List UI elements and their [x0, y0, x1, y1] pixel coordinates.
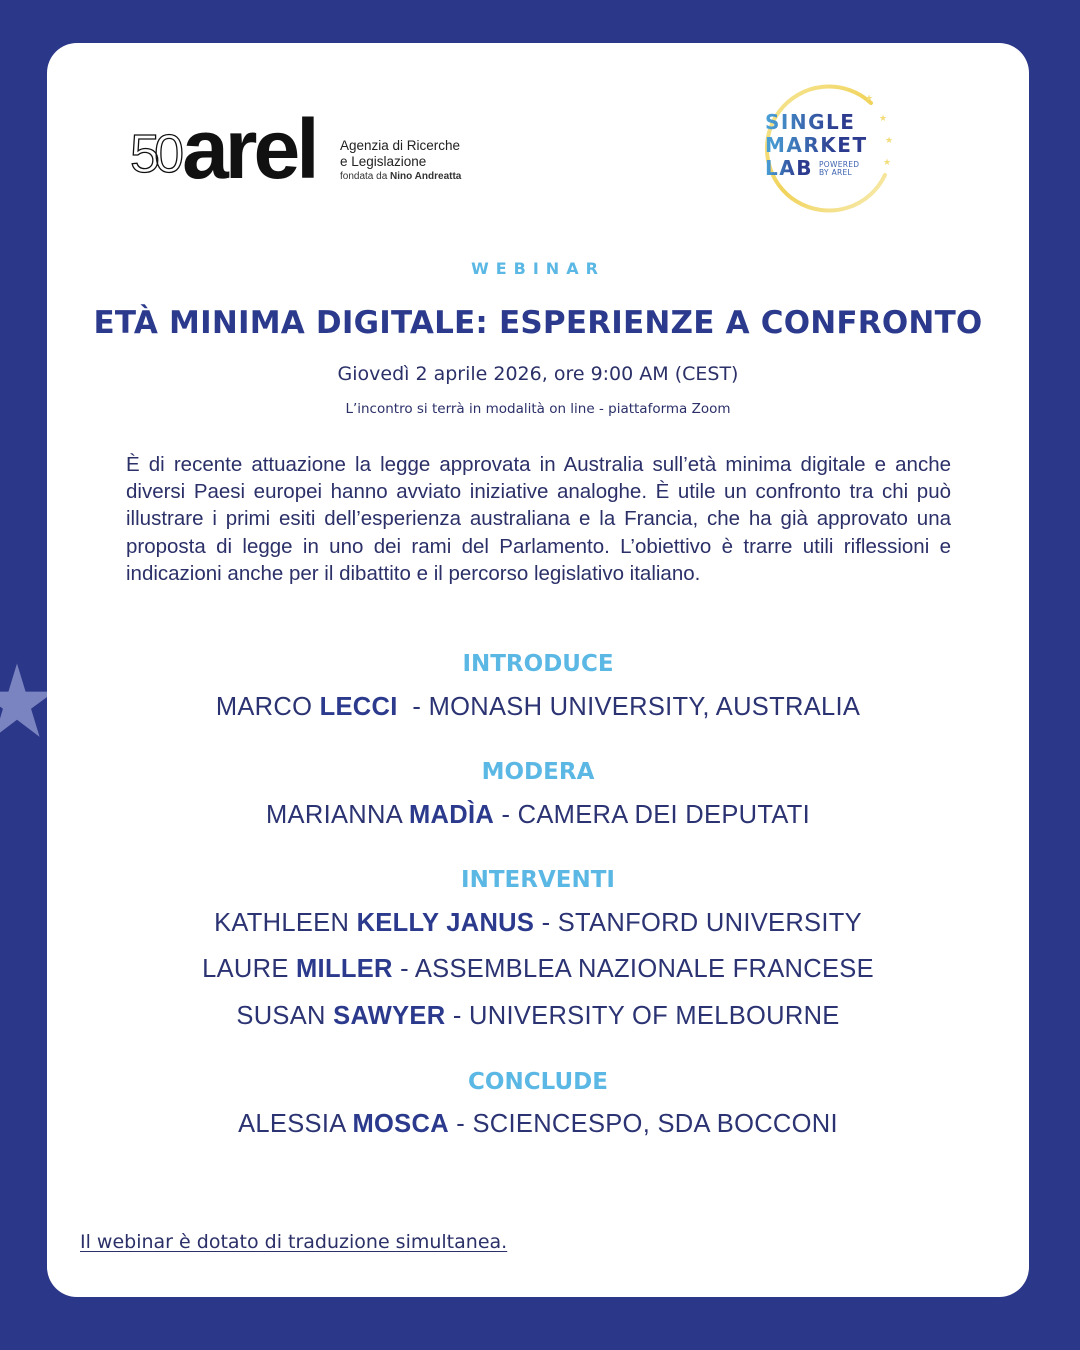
speaker-row — [47, 693, 1029, 722]
arel-tagline-line3 — [340, 170, 461, 184]
speaker-first-name: SUSAN — [236, 1002, 334, 1030]
speaker-last-name: MOSCA — [352, 1110, 449, 1138]
speaker-row — [47, 801, 1029, 830]
sml-powered-line1: POWERED — [818, 159, 860, 169]
speaker-row — [47, 1110, 1029, 1139]
section-label-conclude: CONCLUDE — [468, 1069, 608, 1095]
speaker-last-name: SAWYER — [333, 1002, 446, 1030]
speaker-row — [47, 1002, 1029, 1031]
event-mode: L’incontro si terrà in modalità on line - piattaforma Zoom — [345, 401, 731, 417]
arel-founded-prefix: fondata da — [340, 171, 391, 182]
arel-tagline-line1: Agenzia di Ricerche — [340, 138, 461, 153]
section-label-modera: MODERA — [481, 759, 595, 785]
svg-text:★: ★ — [879, 113, 888, 123]
speaker-row — [47, 955, 1029, 984]
event-date: Giovedì 2 aprile 2026, ore 9:00 AM (CEST) — [337, 363, 739, 385]
event-description: È di recente attuazione la legge approvata in Australia sull’età minima digitale e anche diversi Paesi europei hanno avviato iniziative analoghe. È utile un confronto tra chi può illustrare i primi esiti dell’esperienza australiana e la Francia, che ha già approvato una proposta di legge in uno dei rami del Parlamento. L’obiettivo è trarre utili riflessioni e indicazioni anche per il dibattito e il percorso legislativo italiano. — [126, 453, 951, 585]
sml-line-lab: LAB — [765, 156, 813, 180]
speaker-last-name: KELLY JANUS — [356, 909, 535, 937]
event-type-kicker: WEBINAR — [471, 259, 605, 278]
sml-powered-line2: BY AREL — [818, 167, 853, 177]
arel-tagline-line2: e Legislazione — [340, 154, 427, 169]
translation-note-link[interactable]: Il webinar è dotato di traduzione simultanea. — [80, 1231, 508, 1253]
speaker-affiliation: - ASSEMBLEA NAZIONALE FRANCESE — [392, 955, 874, 983]
speaker-first-name: MARIANNA — [266, 801, 409, 829]
arel-tagline — [340, 138, 461, 184]
svg-text:★: ★ — [885, 135, 894, 145]
speaker-last-name: MADÌA — [408, 801, 495, 829]
speaker-affiliation: - UNIVERSITY OF MELBOURNE — [445, 1002, 840, 1030]
section-label-interventi: INTERVENTI — [461, 867, 615, 893]
speaker-first-name: KATHLEEN — [214, 909, 357, 937]
arel-wordmark: arel — [182, 101, 316, 196]
sml-line-single: SINGLE — [765, 111, 868, 134]
single-market-lab-logo — [765, 111, 868, 180]
speaker-affiliation: - CAMERA DEI DEPUTATI — [494, 801, 810, 829]
speaker-last-name: MILLER — [296, 955, 393, 983]
speaker-affiliation: - MONASH UNIVERSITY, AUSTRALIA — [397, 693, 861, 721]
event-title: ETÀ MINIMA DIGITALE: ESPERIENZE A CONFRONTO — [93, 305, 983, 341]
arel-logo — [130, 101, 316, 196]
speaker-row — [47, 909, 1029, 938]
speaker-last-name: LECCI — [319, 693, 398, 721]
sml-powered-by — [819, 161, 859, 177]
svg-text:★: ★ — [883, 157, 892, 167]
event-card — [47, 43, 1029, 1297]
svg-text:★: ★ — [865, 93, 874, 103]
speaker-first-name: MARCO — [215, 693, 320, 721]
speaker-affiliation: - STANFORD UNIVERSITY — [534, 909, 862, 937]
sml-line-market: MARKET — [765, 133, 868, 157]
sml-lab-row — [765, 157, 868, 180]
speaker-affiliation: - SCIENCESPO, SDA BOCCONI — [448, 1110, 838, 1138]
arel-founder-name: Nino Andreatta — [390, 171, 462, 182]
speaker-first-name: ALESSIA — [238, 1110, 353, 1138]
speaker-first-name: LAURE — [202, 955, 297, 983]
section-label-introduce: INTRODUCE — [462, 651, 614, 677]
arel-anniversary-mark: 50 — [130, 124, 179, 184]
